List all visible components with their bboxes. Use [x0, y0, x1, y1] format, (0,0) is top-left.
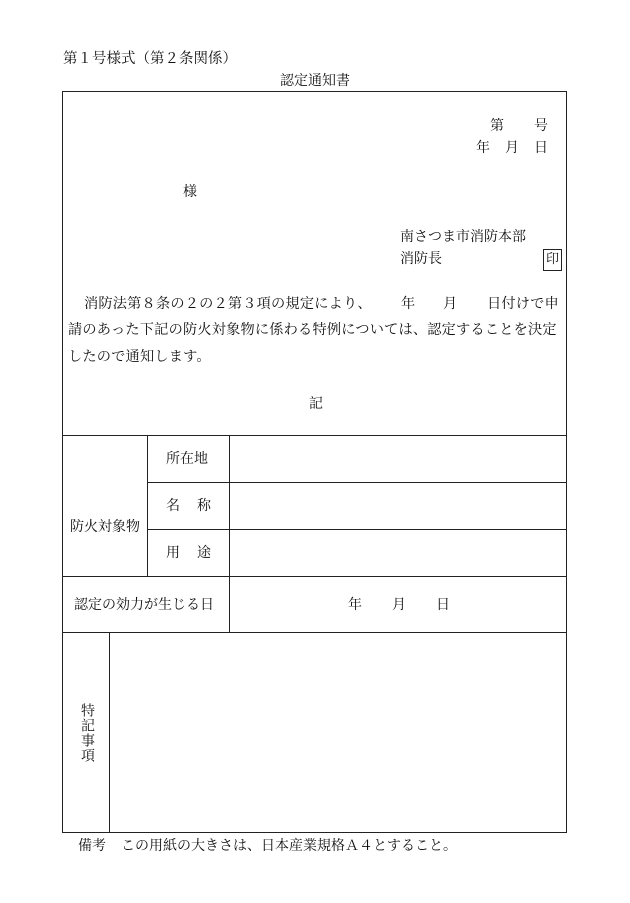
- body-line-3: したので通知します。: [68, 349, 211, 365]
- name-value-field[interactable]: [230, 483, 566, 529]
- remarks-label: 特記事項: [79, 703, 95, 763]
- effective-date-nen: 年: [348, 597, 362, 613]
- notice-date-nen: 年: [476, 140, 490, 156]
- footer-note-label: 備考: [78, 838, 106, 854]
- effective-date-tsuki: 月: [392, 597, 406, 613]
- row-label-name-a: 名: [166, 498, 180, 514]
- seal-icon: 印: [543, 249, 562, 271]
- body-line-1-nen: 年: [401, 296, 416, 312]
- form-number-label: 第１号様式（第２条関係）: [63, 51, 237, 67]
- use-value-field[interactable]: [230, 530, 566, 576]
- notice-date-tsuki: 月: [505, 140, 519, 156]
- remarks-value-field[interactable]: [110, 633, 566, 832]
- issuer-organization: 南さつま市消防本部: [400, 229, 526, 245]
- notice-number-go: 号: [534, 118, 548, 134]
- effective-date-hi: 日: [436, 597, 450, 613]
- divider-group-column: [147, 435, 148, 576]
- footer-note-text: この用紙の大きさは、日本産業規格Ａ４とすること。: [121, 838, 457, 854]
- divider-use-effective: [62, 576, 567, 577]
- effective-date-label: 認定の効力が生じる日: [74, 597, 214, 613]
- addressee-honorific: 様: [183, 184, 197, 200]
- body-line-1a: 消防法第８条の２の２第３項の規定により、: [84, 296, 372, 312]
- issuer-title: 消防長: [400, 251, 442, 267]
- body-line-1-tsuki: 月: [443, 296, 458, 312]
- location-value-field[interactable]: [230, 436, 566, 482]
- row-label-name-b: 称: [197, 498, 211, 514]
- document-title: 認定通知書: [280, 73, 350, 89]
- group-label-fire-object: 防火対象物: [70, 519, 140, 535]
- ki-heading: 記: [309, 396, 323, 412]
- row-label-location: 所在地: [166, 451, 208, 467]
- notice-number-dai: 第: [490, 118, 504, 134]
- row-label-use-b: 途: [197, 545, 211, 561]
- body-line-2: 請のあった下記の防火対象物に係わる特例については、認定することを決定: [68, 322, 557, 338]
- seal-mark: [543, 249, 562, 271]
- notice-date-hi: 日: [534, 140, 548, 156]
- row-label-use-a: 用: [166, 545, 180, 561]
- body-line-1b: 日付けで申: [487, 296, 559, 312]
